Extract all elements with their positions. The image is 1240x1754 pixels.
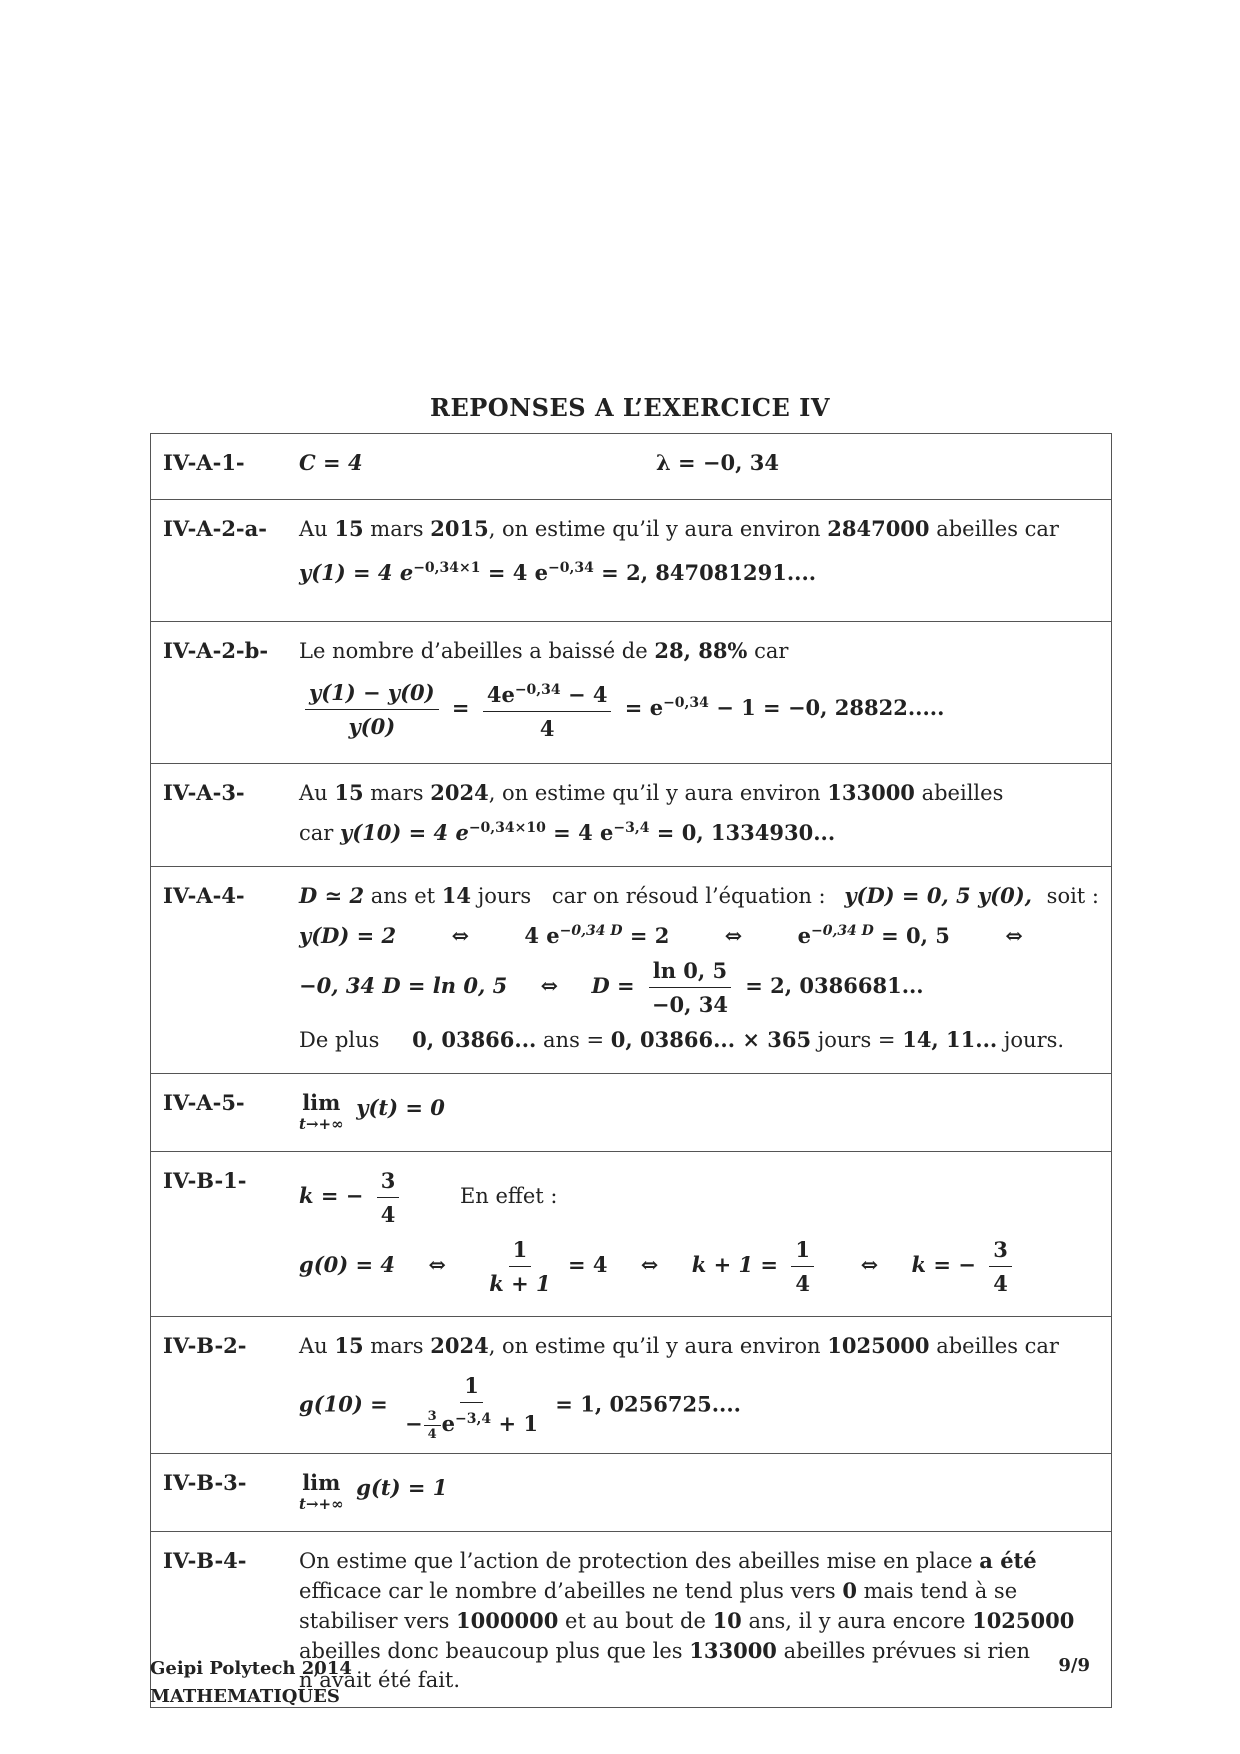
answer-equation: car y(10) = 4 $e^{-0,34\times 10} = 4$ $e^{-3,4} = 0$, 1334930... — [299, 820, 836, 845]
question-label: IV-A-2-b- — [151, 622, 294, 764]
answer-cell: lim t→+∞ y(t) = 0 — [293, 1074, 1111, 1152]
answer-paragraph: On estime que l’action de protection des abeilles mise en place a été efficace car le nombre d’abeilles ne tend plus vers 0 mais tend à se stabiliser vers 1000000 et au bout de 10 ans, il y aura encore 1025000 abeilles donc beaucoup plus que les 133000 abeilles prévues si rien n’avait été fait. — [299, 1548, 1075, 1692]
equivalence-icon: ⇔ — [428, 1252, 446, 1277]
answer-equation: y(1) = 4 $e^{-0,34\times 1} = 4$ $e^{-0,34} = 2$, 847081291.... — [299, 560, 817, 585]
answer-cell — [293, 764, 1111, 867]
answer-lambda: λ = −0, 34 — [655, 450, 779, 475]
equivalence-icon: ⇔ — [540, 973, 559, 998]
table-row — [151, 867, 1112, 1074]
fraction: $\frac{y(1) - y(0)}{y(0)}$ — [305, 678, 439, 741]
answer-cell — [293, 622, 1111, 764]
fraction: $\frac{1}{k + 1}$ — [489, 1237, 551, 1296]
footer-subject: MATHEMATIQUES — [150, 1686, 340, 1707]
answer-line: De plus 0, 03866... ans = 0, 03866... × 365 jours = 14, 11... jours. — [299, 1027, 1065, 1052]
question-label: IV-A-4- — [151, 867, 294, 1074]
answer-cell — [293, 1532, 1111, 1708]
question-label: IV-A-3- — [151, 764, 294, 867]
fraction: $\frac{4e^{-0,34} - 4}{4}$ — [483, 676, 612, 743]
question-label: IV-B-4- — [151, 1532, 294, 1708]
equivalence-icon: ⇔ — [1005, 923, 1023, 948]
answer-line: y(D) = 2 ⇔ 4 $e^{-0,34 D} = 2$ ⇔ $e^{-0,34 D} = 0$, 5 ⇔ — [299, 923, 1023, 948]
fraction: 1 − $\frac{3}{4}$ $e^{-3,4} + 1$ — [405, 1373, 538, 1442]
answer-cell — [293, 1152, 1111, 1317]
question-label: IV-B-3- — [151, 1454, 294, 1532]
fraction: $\frac{3}{4}$ — [989, 1235, 1012, 1298]
fraction: $\frac{3}{4}$ — [377, 1166, 400, 1229]
answer-text: Au 15 mars 2024, on estime qu’il y aura environ 133000 abeilles — [299, 780, 1004, 805]
table-row — [151, 1074, 1112, 1152]
limit: lim t→+∞ — [299, 1470, 344, 1513]
table-row — [151, 1454, 1112, 1532]
table-row — [151, 1317, 1112, 1454]
footer-exam: Geipi Polytech 2014 — [150, 1658, 352, 1679]
answer-cell — [293, 500, 1111, 622]
equivalence-icon: ⇔ — [860, 1252, 879, 1277]
answer-equation: g(10) = 1 − $\frac{3}{4}$ $e^{-3,4} + 1$ = 1, 0256725.... — [299, 1373, 741, 1442]
table-row — [151, 500, 1112, 622]
answer-cell: lim t→+∞ g(t) = 1 — [293, 1454, 1111, 1532]
answer-line: D ≃ 2 ans et 14 jours car on résoud l’équation : y(D) = 0, 5 y(0), soit : — [299, 883, 1099, 908]
page-number: 9/9 — [1058, 1655, 1090, 1676]
question-label: IV-B-2- — [151, 1317, 294, 1454]
question-label: IV-A-1- — [151, 434, 294, 500]
footer-source — [150, 1655, 352, 1711]
question-label: IV-B-1- — [151, 1152, 294, 1317]
answer-equation: $\frac{y(1) - y(0)}{y(0)}$ = $\frac{4e^{-0,34} - 4}{4}$ = $e^{-0,34} - 1 = -0$, 28822..... — [299, 676, 1099, 743]
fraction: $\frac{\ln 0, 5}{-0, 34}$ — [648, 956, 732, 1019]
answer-cell — [293, 867, 1111, 1074]
equivalence-icon: ⇔ — [724, 923, 743, 948]
answer-c: C = 4 — [299, 450, 363, 475]
answer-cell — [293, 1317, 1111, 1454]
equivalence-icon: ⇔ — [640, 1252, 659, 1277]
answer-cell — [293, 434, 1111, 500]
table-row — [151, 764, 1112, 867]
table-row — [151, 434, 1112, 500]
answer-text: Le nombre d’abeilles a baissé de 28, 88% car — [299, 638, 789, 663]
answer-line: g(0) = 4 ⇔ $\frac{1}{k + 1}$ = 4 ⇔ k + 1 = $\frac{1}{4}$ ⇔ k = − $\frac{3}{4}$ — [299, 1235, 1099, 1298]
question-label: IV-A-2-a- — [151, 500, 294, 622]
question-label: IV-A-5- — [151, 1074, 294, 1152]
table-row — [151, 1152, 1112, 1317]
answer-line: −0, 34 D = ln 0, 5 ⇔ D = $\frac{\ln 0, 5}{-0, 34}$ = 2, 0386681... — [299, 958, 924, 1017]
answer-line: k = − $\frac{3}{4}$ En effet : — [299, 1168, 558, 1227]
equivalence-icon: ⇔ — [451, 923, 470, 948]
fraction: $\frac{1}{4}$ — [791, 1235, 814, 1298]
limit: lim t→+∞ — [299, 1090, 344, 1133]
answer-text: Au 15 mars 2015, on estime qu’il y aura environ 2847000 abeilles car — [299, 516, 1059, 541]
page-title: REPONSES A L’EXERCICE IV — [430, 393, 830, 422]
answer-text: Au 15 mars 2024, on estime qu’il y aura environ 1025000 abeilles car — [299, 1333, 1059, 1358]
answers-table — [150, 433, 1112, 1708]
table-row — [151, 622, 1112, 764]
